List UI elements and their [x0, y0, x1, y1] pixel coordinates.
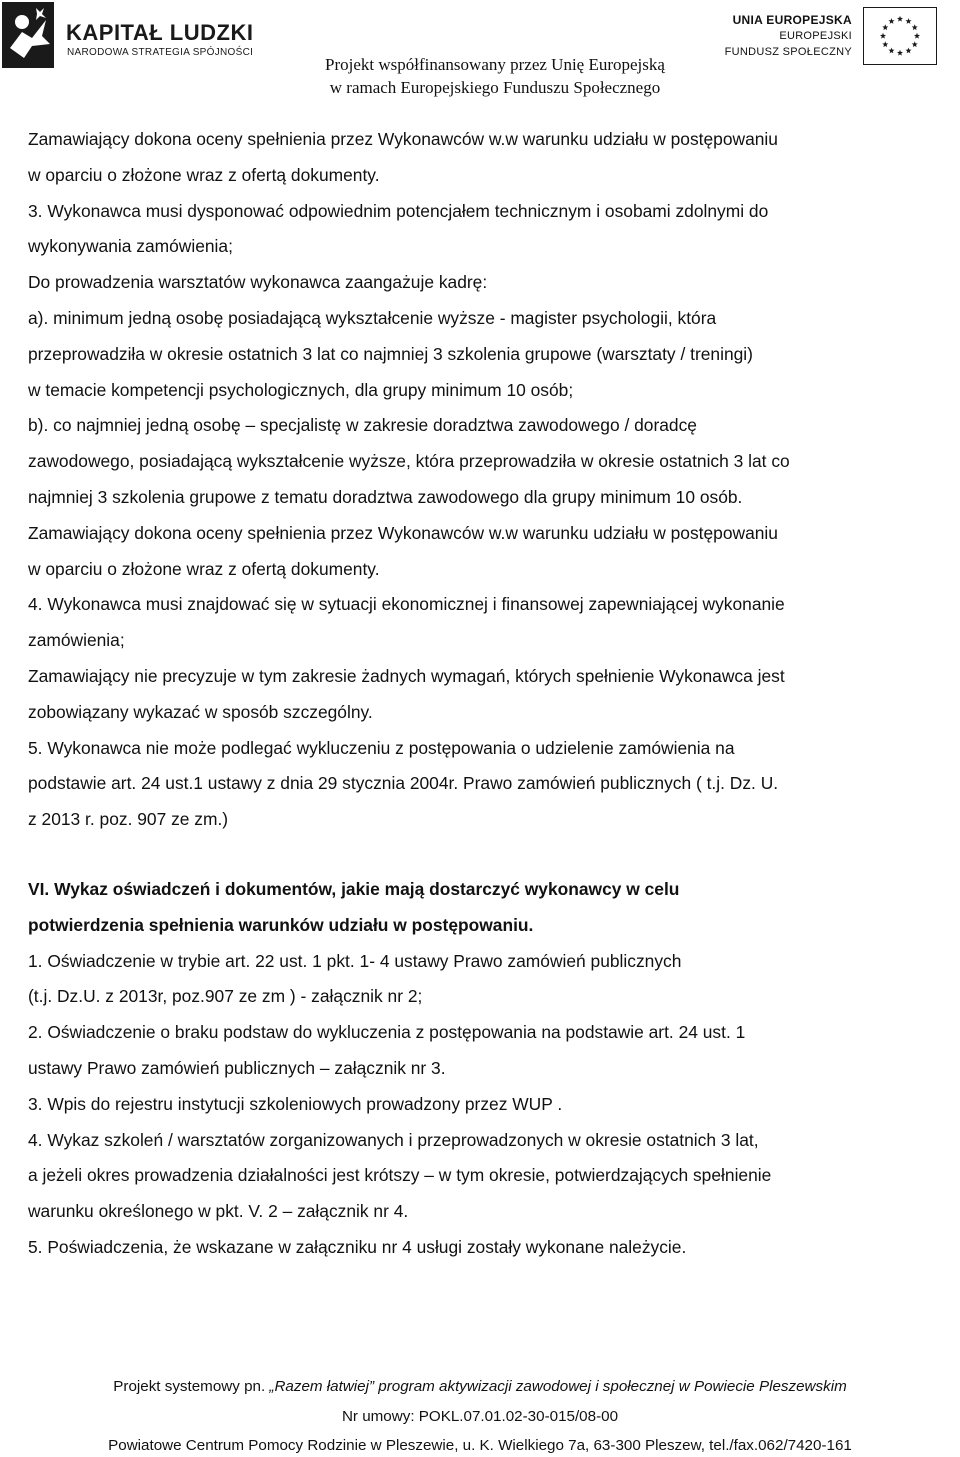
page-header [0, 0, 960, 110]
text-line: 4. Wykonawca musi znajdować się w sytuacji ekonomicznej i finansowej zapewniającej wykonanie [28, 594, 785, 615]
text-line: zobowiązany wykazać w sposób szczególny. [28, 701, 373, 722]
text-line: b). co najmniej jedną osobę – specjalistę w zakresie doradztwa zawodowego / doradcę [28, 415, 697, 436]
text-line: 5. Wykonawca nie może podlegać wykluczeniu z postępowania o udzielenie zamówienia na [28, 737, 735, 758]
project-cofinance-line-2: w ramach Europejskiego Funduszu Społecznego [329, 78, 661, 97]
list-item: (t.j. Dz.U. z 2013r, poz.907 ze zm ) - załącznik nr 2; [28, 986, 423, 1007]
text-line: wykonywania zamówienia; [28, 236, 233, 257]
text-line: Do prowadzenia warsztatów wykonawca zaangażuje kadrę: [28, 272, 488, 293]
list-item: 1. Oświadczenie w trybie art. 22 ust. 1 pkt. 1- 4 ustawy Prawo zamówień publicznych [28, 950, 682, 971]
list-item: 3. Wpis do rejestru instytucji szkoleniowych prowadzony przez WUP . [28, 1093, 563, 1114]
text-line: podstawie art. 24 ust.1 ustawy z dnia 29 stycznia 2004r. Prawo zamówień publicznych ( t.j. Dz. U. [28, 773, 779, 794]
section-heading: potwierdzenia spełnienia warunków udziału w postępowaniu. [28, 914, 534, 935]
text-line: 3. Wykonawca musi dysponować odpowiednim potencjałem technicznym i osobami zdolnymi do [28, 200, 769, 221]
text-line: zamówienia; [28, 630, 125, 651]
text-line: Zamawiający nie precyzuje w tym zakresie żadnych wymagań, których spełnienie Wykonawca jest [28, 665, 785, 686]
eu-logo-subtitle-2: FUNDUSZ SPOŁECZNY [724, 46, 852, 58]
text-line: z 2013 r. poz. 907 ze zm.) [28, 809, 229, 830]
footer-project-line [0, 1378, 960, 1395]
text-line: najmniej 3 szkolenia grupowe z tematu doradztwa zawodowego dla grupy minimum 10 osób. [28, 486, 743, 507]
footer-project-name: „Razem łatwiej” program aktywizacji zawodowej i społecznej w Powiecie Pleszewskim [269, 1378, 847, 1395]
footer-contract-number: Nr umowy: POKL.07.01.02-30-015/08-00 [341, 1408, 619, 1425]
text-line: Zamawiający dokona oceny spełnienia przez Wykonawców w.w warunku udziału w postępowaniu [28, 522, 778, 543]
footer-address: Powiatowe Centrum Pomocy Rodzinie w Pleszewie, u. K. Wielkiego 7a, 63-300 Pleszew, tel./fax.062/7420-161 [108, 1437, 852, 1454]
list-item: 2. Oświadczenie o braku podstaw do wykluczenia z postępowania na podstawie art. 24 ust. 1 [28, 1022, 746, 1043]
text-line: a). minimum jedną osobę posiadającą wykształcenie wyższe - magister psychologii, która [28, 307, 717, 328]
section-spacer [28, 838, 960, 872]
list-item: warunku określonego w pkt. V. 2 – załącznik nr 4. [28, 1201, 409, 1222]
text-line: zawodowego, posiadającą wykształcenie wyższe, która przeprowadziła w okresie ostatnich 3 lat co [28, 451, 790, 472]
section-heading: VI. Wykaz oświadczeń i dokumentów, jakie mają dostarczyć wykonawcy w celu [28, 878, 680, 899]
text-line: w oparciu o złożone wraz z ofertą dokumenty. [28, 558, 380, 579]
footer-project-prefix: Projekt systemowy pn. [113, 1378, 270, 1395]
list-item: 5. Poświadczenia, że wskazane w załączniku nr 4 usługi zostały wykonane należycie. [28, 1236, 687, 1257]
eu-logo-title: UNIA EUROPEJSKA [732, 13, 852, 27]
text-line: w temacie kompetencji psychologicznych, dla grupy minimum 10 osób; [28, 379, 574, 400]
kapital-ludzki-subtitle: NARODOWA STRATEGIA SPÓJNOŚCI [67, 47, 254, 58]
kapital-ludzki-title: KAPITAŁ LUDZKI [66, 20, 254, 45]
project-cofinance-line-1: Projekt współfinansowany przez Unię Europejską [325, 55, 665, 74]
text-line: w oparciu o złożone wraz z ofertą dokumenty. [28, 164, 380, 185]
text-line: Zamawiający dokona oceny spełnienia przez Wykonawców w.w warunku udziału w postępowaniu [28, 129, 778, 149]
eu-logo-subtitle-1: EUROPEJSKI [779, 30, 852, 42]
list-item: a jeżeli okres prowadzenia działalności jest krótszy – w tym okresie, potwierdzających spełnienie [28, 1165, 772, 1186]
list-item: ustawy Prawo zamówień publicznych – załącznik nr 3. [28, 1057, 446, 1078]
document-body [28, 122, 960, 1266]
list-item: 4. Wykaz szkoleń / warsztatów zorganizowanych i przeprowadzonych w okresie ostatnich 3 lat, [28, 1129, 759, 1150]
text-line: przeprowadziła w okresie ostatnich 3 lat co najmniej 3 szkolenia grupowe (warsztaty / treningi) [28, 343, 753, 364]
